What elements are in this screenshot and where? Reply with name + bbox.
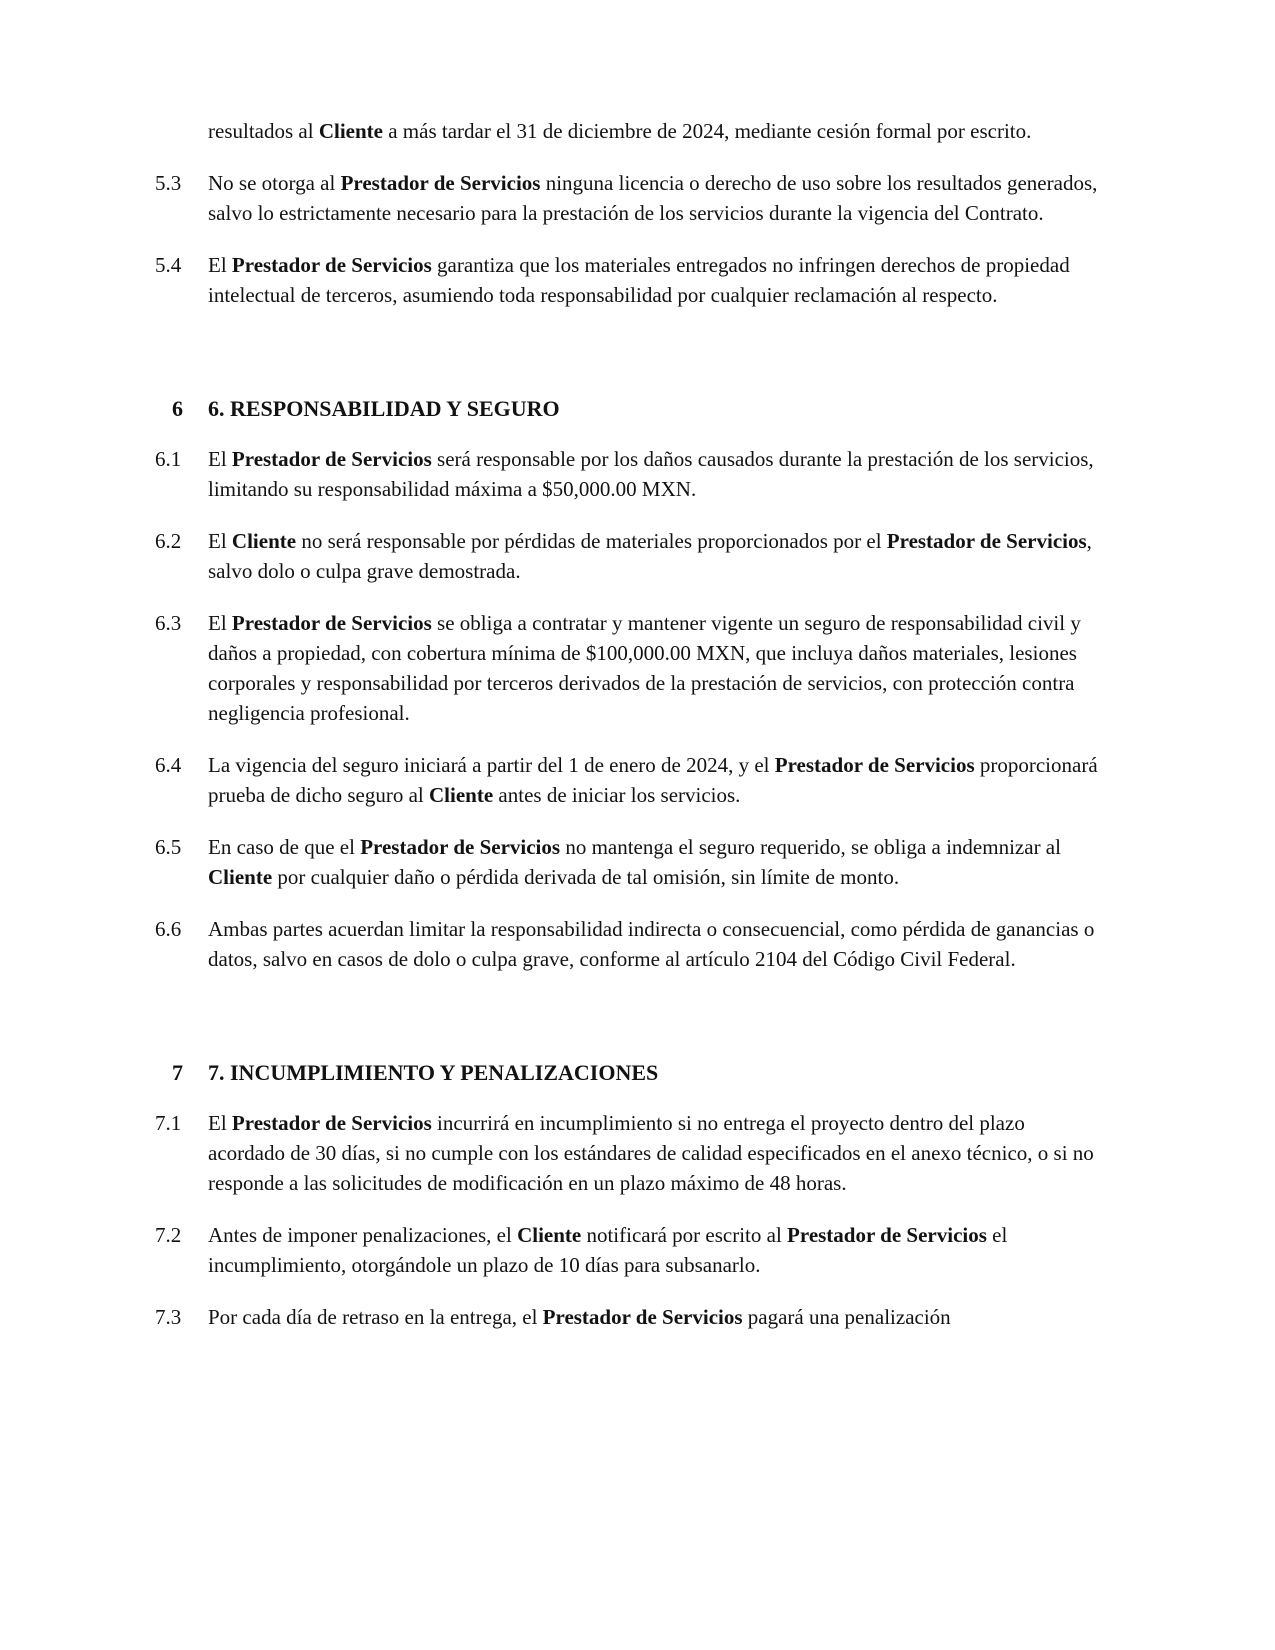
clause-number: 7.2: [155, 1223, 182, 1247]
clause-6-5: [155, 832, 1100, 892]
clause-text: resultados al Cliente a más tardar el 31 de diciembre de 2024, mediante cesión formal por escrito.: [208, 119, 1032, 143]
clause-5-3: [155, 168, 1100, 228]
clause-text: El Prestador de Servicios garantiza que los materiales entregados no infringen derechos de propiedad intelectual de terceros, asumiendo toda responsabilidad por cualquier reclamación al respecto.: [208, 253, 1070, 307]
clause-text: En caso de que el Prestador de Servicios no mantenga el seguro requerido, se obliga a indemnizar al Cliente por cualquier daño o pérdida derivada de tal omisión, sin límite de monto.: [208, 835, 1061, 889]
section-number: 7: [172, 1060, 183, 1085]
clause-text: Ambas partes acuerdan limitar la responsabilidad indirecta o consecuencial, como pérdida de ganancias o datos, salvo en casos de dolo o culpa grave, conforme al artículo 2104 del Código Civil Federal.: [208, 917, 1095, 971]
clause-number: 6.3: [155, 611, 182, 635]
clause-text: El Prestador de Servicios incurrirá en incumplimiento si no entrega el proyecto dentro del plazo acordado de 30 días, si no cumple con los estándares de calidad especificados en el anexo técnico, o si no responde a las solicitudes de modificación en un plazo máximo de 48 horas.: [208, 1111, 1094, 1195]
clause-number: 5.4: [155, 253, 182, 277]
clause-7-2: [155, 1220, 1100, 1280]
section-number: 6: [172, 396, 183, 421]
clause-6-6: [155, 914, 1100, 974]
clause-6-1: [155, 444, 1100, 504]
clause-6-2: [155, 526, 1100, 586]
clause-6-3: [155, 608, 1100, 728]
clause-text: El Prestador de Servicios será responsable por los daños causados durante la prestación de los servicios, limitando su responsabilidad máxima a $50,000.00 MXN.: [208, 447, 1094, 501]
clause-number: 6.1: [155, 447, 182, 471]
clause-number: 7.3: [155, 1305, 182, 1329]
clause-text: Por cada día de retraso en la entrega, el Prestador de Servicios pagará una penalización: [208, 1305, 951, 1329]
section-heading-7: [172, 1058, 1100, 1088]
clause-text: La vigencia del seguro iniciará a partir del 1 de enero de 2024, y el Prestador de Servicios proporcionará prueba de dicho seguro al Cliente antes de iniciar los servicios.: [208, 753, 1098, 807]
section-title: 7. INCUMPLIMIENTO Y PENALIZACIONES: [208, 1060, 659, 1085]
clause-number: 5.3: [155, 171, 182, 195]
section-heading-6: [172, 394, 1100, 424]
clause-5-4: [155, 250, 1100, 310]
clause-text: No se otorga al Prestador de Servicios ninguna licencia o derecho de uso sobre los resultados generados, salvo lo estrictamente necesario para la prestación de los servicios durante la vigencia del Contrato.: [208, 171, 1098, 225]
clause-6-4: [155, 750, 1100, 810]
clause-number: 7.1: [155, 1111, 182, 1135]
clause-number: 6.5: [155, 835, 182, 859]
clause-continuation: [208, 116, 1100, 146]
clause-number: 6.4: [155, 753, 182, 777]
clause-text: Antes de imponer penalizaciones, el Cliente notificará por escrito al Prestador de Servicios el incumplimiento, otorgándole un plazo de 10 días para subsanarlo.: [208, 1223, 1008, 1277]
clause-number: 6.6: [155, 917, 182, 941]
clause-7-3: [155, 1302, 1100, 1332]
document-content: [155, 0, 1100, 1332]
clause-7-1: [155, 1108, 1100, 1198]
clause-number: 6.2: [155, 529, 182, 553]
section-title: 6. RESPONSABILIDAD Y SEGURO: [208, 396, 560, 421]
clause-text: El Cliente no será responsable por pérdidas de materiales proporcionados por el Prestador de Servicios, salvo dolo o culpa grave demostrada.: [208, 529, 1092, 583]
clause-text: El Prestador de Servicios se obliga a contratar y mantener vigente un seguro de responsabilidad civil y daños a propiedad, con cobertura mínima de $100,000.00 MXN, que incluya daños materiales, lesiones corporales y responsabilidad por terceros derivados de la prestación de servicios, con protección contra negligencia profesional.: [208, 611, 1081, 725]
